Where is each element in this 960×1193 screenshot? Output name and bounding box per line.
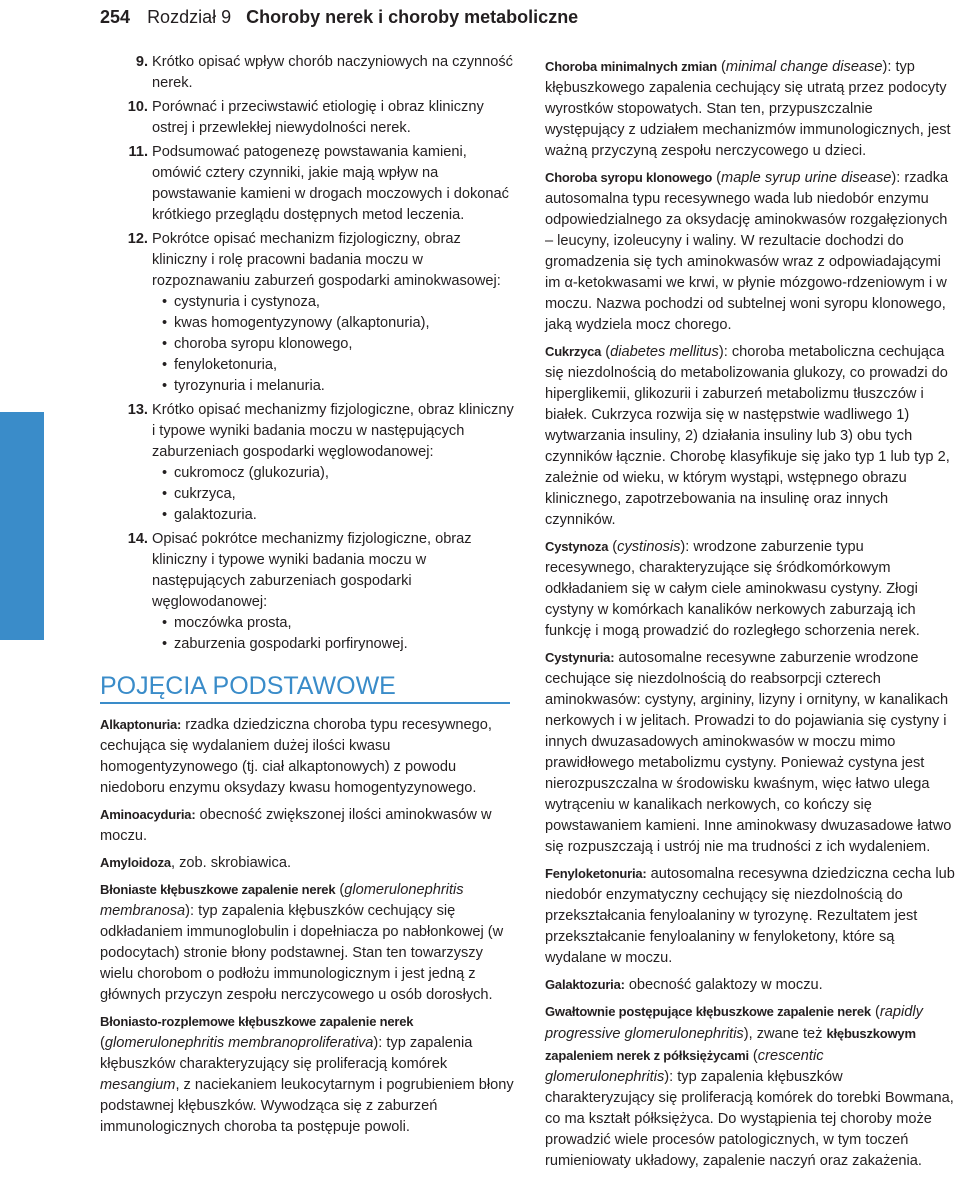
question-text: Opisać pokrótce mechanizmy fizjologiczne, obraz kliniczny i typowe wyniki badania moczu w następujących zaburzeniach gospodarki węglowodanowej: [152, 531, 472, 610]
glossary-definition: ), zwane też [743, 1026, 827, 1042]
glossary-right [545, 56, 955, 1172]
glossary-term: Błoniaste kłębuszkowe zapalenie nerek [100, 882, 336, 897]
glossary-left [100, 714, 518, 1138]
bullet-item: • cystynuria i cystynoza, [152, 292, 518, 313]
glossary-entry [100, 852, 518, 874]
glossary-term: Cukrzyca [545, 344, 602, 359]
question-text: Pokrótce opisać mechanizm fizjologiczny, obraz kliniczny i rolę pracowni badania moczu w rozpoznawaniu zaburzeń gospodarki aminokwasowej: [152, 231, 501, 289]
glossary-entry [545, 341, 955, 531]
bullet-item: • fenyloketonuria, [152, 355, 518, 376]
glossary-term: Gwałtownie postępujące kłębuszkowe zapalenie nerek [545, 1004, 871, 1019]
glossary-entry [545, 1001, 955, 1172]
question-item [100, 229, 518, 397]
glossary-paren: ( [100, 1035, 105, 1051]
question-number: 11. [128, 144, 148, 160]
glossary-latin-term: rapidly progressive glomerulonephritis [545, 1004, 923, 1042]
glossary-definition: autosomalne recesywne zaburzenie wrodzone cechujące się niezdolnością do reabsorpcji czterech aminokwasów: cystyny, argininy, lizyny i ornityny, w kanalikach nerkowych i w jelitach. Prowadzi to do pojawiania się cystyny i innych dwuzasadowych aminokwasów w moczu mimo prawidłowego metabolizmu cystyny. Ponieważ cystyna jest nierozpuszczalna w środowisku kwaśnym, więc łatwo ulega wytrąceniu w kanalikach nerkowych, co kończy się powstawaniem kamieni. Inne aminokwasy dwuzasadowe łatwo się rozpuszczają i ustrój nie ma trudności z ich wydaleniem. [545, 650, 952, 855]
glossary-definition: ): typ kłębuszkowego zapalenia cechujący się utratą przez podocyty wyrostków stopowatych. Stan ten, przypuszczalnie występujący z udziałem mechanizmów immunologicznych, jest ważną przyczyną zespołu nerczycowego u dzieci. [545, 59, 951, 159]
right-column [545, 56, 955, 1177]
glossary-definition: autosomalna recesywna dziedziczna cecha lub niedobór enzymatyczny cechujący się niezdolnością do przekształcania fenyloalaniny w tyrozynę. Rezultatem jest przekształcanie fenyloalaniny w fenyloketony, które są wydalane w moczu. [545, 866, 955, 966]
glossary-term: Aminoacyduria: [100, 807, 196, 822]
glossary-entry [545, 863, 955, 969]
question-text: Podsumować patogenezę powstawania kamieni, omówić cztery czynniki, jakie mają wpływ na powstawanie kamieni w drogach moczowych i dokonać krótkiego przeglądu dostępnych metod leczenia. [152, 144, 509, 223]
glossary-entry [100, 1011, 518, 1138]
question-number: 14. [127, 531, 148, 547]
chapter-label: Rozdział 9 [147, 7, 232, 27]
question-number: 10. [127, 99, 148, 115]
glossary-definition: ): typ zapalenia kłębuszków charakteryzujący się proliferacją komórek [100, 1035, 473, 1072]
glossary-entry [545, 56, 955, 162]
glossary-term: Choroba syropu klonowego [545, 170, 713, 185]
glossary-definition: , zob. skrobiawica. [170, 855, 292, 871]
bullet-item: • cukrzyca, [152, 484, 518, 505]
glossary-latin-term: mesangium [100, 1077, 176, 1093]
glossary-entry [100, 879, 518, 1006]
left-column [100, 52, 518, 1143]
question-bullet-list [152, 613, 518, 655]
glossary-definition: ): wrodzone zaburzenie typu recesywnego, charakteryzujące się śródkomórkowym odkładaniem się w całym ciele aminokwasu cystyny. Złogi cystyny w komórkach kanalików nerkowych zaburzają ich funkcję i mogą prowadzić do rozległego schorzenia nerek. [545, 539, 920, 639]
glossary-latin-term: diabetes mellitus [610, 344, 719, 360]
glossary-paren: ( [870, 1004, 880, 1020]
question-item [100, 142, 518, 226]
bullet-item: • zaburzenia gospodarki porfirynowej. [152, 634, 518, 655]
glossary-term: Błoniasto-rozplemowe kłębuszkowe zapalenie nerek [100, 1014, 414, 1029]
side-accent-tab [0, 412, 44, 640]
question-number: 9. [135, 54, 148, 70]
question-text: Porównać i przeciwstawić etiologię i obraz kliniczny ostrej i przewlekłej niewydolności nerek. [152, 99, 484, 136]
question-number: 12. [127, 231, 148, 247]
glossary-latin-term: maple syrup urine disease [721, 170, 892, 186]
question-item [100, 529, 518, 655]
question-number: 13. [127, 402, 148, 418]
glossary-term: Cystynuria: [545, 650, 615, 665]
glossary-definition: obecność zwiększonej ilości aminokwasów w moczu. [100, 807, 492, 844]
review-questions [100, 52, 518, 655]
question-bullet-list [152, 463, 518, 526]
glossary-definition: ): typ zapalenia kłębuszków cechujący się odkładaniem immunoglobulin i dopełniacza po nabłonkowej (w podocytach) stronie błony podstawnej. Stan ten towarzyszy wielu chorobom o podłożu immunologicznym i jest jedną z głównych przyczyn zespołu nerczycowego u osób dorosłych. [100, 903, 504, 1003]
glossary-paren: ( [748, 1048, 758, 1064]
glossary-entry [100, 714, 518, 799]
glossary-latin-term: cystinosis [617, 539, 681, 555]
running-header [100, 4, 950, 38]
glossary-paren: ( [608, 539, 618, 555]
glossary-term: Alkaptonuria: [100, 717, 182, 732]
glossary-paren: ( [712, 170, 722, 186]
bullet-item: • cukromocz (glukozuria), [152, 463, 518, 484]
glossary-term: Choroba minimalnych zmian [545, 59, 717, 74]
glossary-paren: ( [716, 59, 726, 75]
question-bullet-list [152, 292, 518, 397]
question-text: Krótko opisać wpływ chorób naczyniowych na czynność nerek. [152, 54, 513, 91]
glossary-definition: ): typ zapalenia kłębuszków charakteryzujący się proliferacją komórek do torebki Bowmana, co ma kształt półksiężyca. Do wystąpienia tej choroby może prowadzić wiele procesów patologicznych, w tym toczeń rumieniowaty układowy, zapalenie naczyń oraz zakażenia. [545, 1069, 954, 1169]
bullet-item: • kwas homogentyzynowy (alkaptonuria), [152, 313, 518, 334]
bullet-item: • tyrozynuria i melanuria. [152, 376, 518, 397]
bullet-item: • choroba syropu klonowego, [152, 334, 518, 355]
glossary-definition: rzadka dziedziczna choroba typu recesywnego, cechująca się wydalaniem dużej ilości kwasu homogentyzynowego (tj. ciał alkaptonowych) z powodu niedoboru enzymu oksydazy kwasu homogentyzynowego. [100, 717, 492, 796]
glossary-entry [545, 647, 955, 858]
question-item [100, 52, 518, 94]
glossary-entry [545, 974, 955, 996]
glossary-entry [545, 167, 955, 336]
glossary-term: Fenyloketonuria: [545, 866, 647, 881]
bullet-item: • galaktozuria. [152, 505, 518, 526]
glossary-latin-term: minimal change disease [725, 59, 883, 75]
glossary-term: Galaktozuria: [545, 977, 625, 992]
section-title: POJĘCIA PODSTAWOWE [100, 671, 510, 704]
glossary-term: Amyloidoza [100, 855, 171, 870]
glossary-paren: ( [601, 344, 611, 360]
question-item [100, 400, 518, 526]
glossary-definition: obecność galaktozy w moczu. [624, 977, 823, 993]
question-text: Krótko opisać mechanizmy fizjologiczne, obraz kliniczny i typowe wyniki badania moczu w następujących zaburzeniach gospodarki węglowodanowej: [152, 402, 514, 460]
glossary-entry [100, 804, 518, 847]
glossary-paren: ( [335, 882, 345, 898]
glossary-term-alt: kłębuszkowym zapaleniem nerek z półksiężycami [545, 1026, 916, 1063]
glossary-latin-term: crescentic glomerulonephritis [545, 1048, 824, 1085]
question-item [100, 97, 518, 139]
glossary-definition: ): choroba metaboliczna cechująca się niezdolnością do metabolizowania glukozy, co prowadzi do hiperglikemii, glikozurii i zaburzeń metabolizmu tłuszczów i białek. Cukrzyca rozwija się w następstwie wadliwego 1) wytwarzania insuliny, 2) działania insuliny lub 3) obu tych czynników łącznie. Chorobę klasyfikuje się jako typ 1 lub typ 2, zależnie od wieku, w którym wystąpi, wstępnego obrazu klinicznego, zapotrzebowania na insulinę oraz innych czynników. [545, 344, 950, 528]
glossary-latin-term: glomerulonephritis membranoproliferativa [104, 1035, 374, 1051]
page-number: 254 [100, 7, 131, 27]
glossary-entry [545, 536, 955, 642]
glossary-definition: ): rzadka autosomalna typu recesywnego wada lub niedobór enzymu odpowiedzialnego za oksydację aminokwasów rozgałęzionych – leucyny, izoleucyny i waliny. W rezultacie dochodzi do gromadzenia się tych aminokwasów wraz z odpowiadającymi im α-ketokwasami we krwi, w płynie mózgowo-rdzeniowym i w moczu. Nazwa pochodzi od subtelnej woni syropu klonowego, jaką wydziela mocz chorego. [545, 170, 949, 333]
glossary-definition: , z naciekaniem leukocytarnym i pogrubieniem błony podstawnej kłębuszków. Wywodząca się z zaburzeń immunologicznych choroba ta postępuje powoli. [100, 1077, 514, 1135]
chapter-title: Choroby nerek i choroby metaboliczne [246, 7, 579, 27]
bullet-item: • moczówka prosta, [152, 613, 518, 634]
glossary-term: Cystynoza [545, 539, 609, 554]
glossary-latin-term: glomerulonephritis membranosa [100, 882, 464, 919]
